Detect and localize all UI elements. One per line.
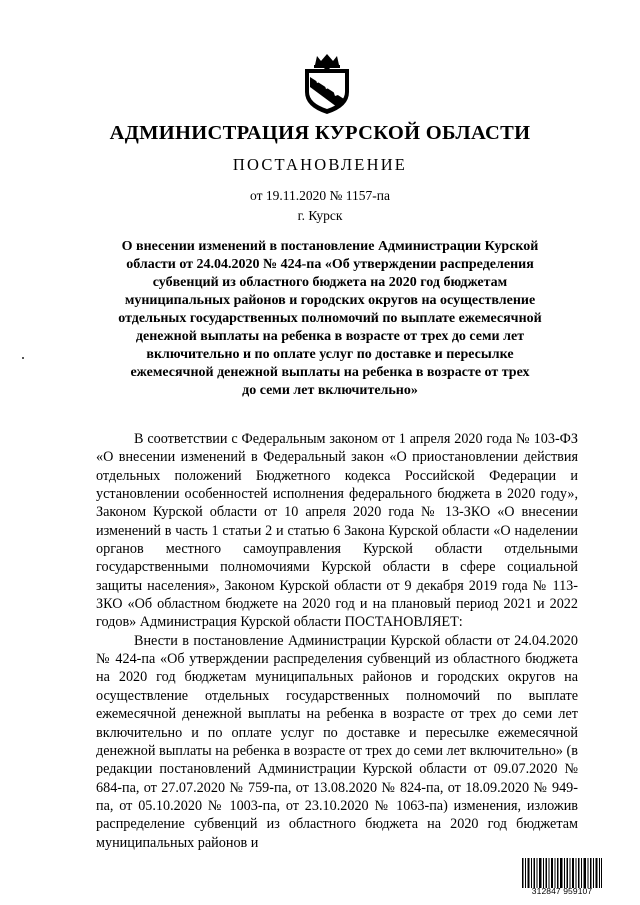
title-line: денежной выплаты на ребенка в возрасте от трех до семи лет [135, 329, 525, 344]
coat-of-arms-emblem [299, 52, 355, 116]
title-line: О внесении изменений в постановление Администрации Курской [121, 239, 539, 254]
title-line: субвенций из областного бюджета на 2020 год бюджетам [152, 275, 508, 290]
document-date-number: от 19.11.2020 № 1157-па [250, 188, 390, 203]
document-city: г. Курск [297, 208, 343, 223]
title-line: отдельных государственных полномочий по выплате ежемесячной [118, 311, 542, 326]
title-line: ежемесячной денежной выплаты на ребенка в возрасте от трех [130, 365, 530, 380]
title-line: до семи лет включительно» [242, 383, 418, 398]
barcode [522, 858, 602, 896]
title-line: муниципальных районов и городских округов на осуществление [124, 293, 536, 308]
margin-mark [22, 357, 24, 359]
document-type: ПОСТАНОВЛЕНИЕ [232, 155, 408, 174]
body-paragraph: В соответствии с Федеральным законом от 1 апреля 2020 года № 103-ФЗ «О внесении изменений в Федеральный закон «О приостановлении действия отдельных положений Бюджетного кодекса Российской Федерации и установлении особенностей исполнения федерального бюджета в 2020 году», Законом Курской области от 10 апреля 2020 года № 13-ЗКО «О внесении изменений в часть 1 статьи 2 и статью 6 Закона Курской области «О наделении органов местного самоуправления Курской области отдельными государственными полномочиями Курской области в сфере социальной защиты населения», Законом Курской области от 9 декабря 2019 года № 113-ЗКО «Об областном бюджете на 2020 год и на плановый период 2021 и 2022 годов» Администрация Курской области ПОСТАНОВЛЯЕТ: [96, 431, 578, 631]
title-line: области от 24.04.2020 № 424-па «Об утверждении распределения [126, 257, 534, 272]
barcode-number: 312847 959107 [531, 886, 593, 896]
document-title [106, 238, 554, 400]
organization-name: АДМИНИСТРАЦИЯ КУРСКОЙ ОБЛАСТИ [109, 122, 531, 144]
body-paragraph: Внести в постановление Администрации Курской области от 24.04.2020 № 424-па «Об утверждении распределения субвенций из областного бюджета на 2020 год бюджетам муниципальных районов и городских округов на осуществление отдельных государственных полномочий по выплате ежемесячной денежной выплаты на ребенка в возрасте от трех до семи лет включительно и по оплате услуг по доставке и пересылке ежемесячной денежной выплаты на ребенка в возрасте от трех до семи лет включительно» (в редакции постановлений Администрации Курской области от 09.07.2020 № 684-па, от 27.07.2020 № 759-па, от 13.08.2020 № 824-па, от 18.09.2020 № 949-па, от 05.10.2020 № 1003-па, от 23.10.2020 № 1063-па) изменения, изложив распределение субвенций из областного бюджета на 2020 год бюджетам муниципальных районов и [96, 632, 578, 851]
title-line: включительно и по оплате услуг по доставке и пересылке [146, 347, 514, 362]
barcode-bars [522, 858, 602, 888]
document-body [96, 430, 578, 852]
